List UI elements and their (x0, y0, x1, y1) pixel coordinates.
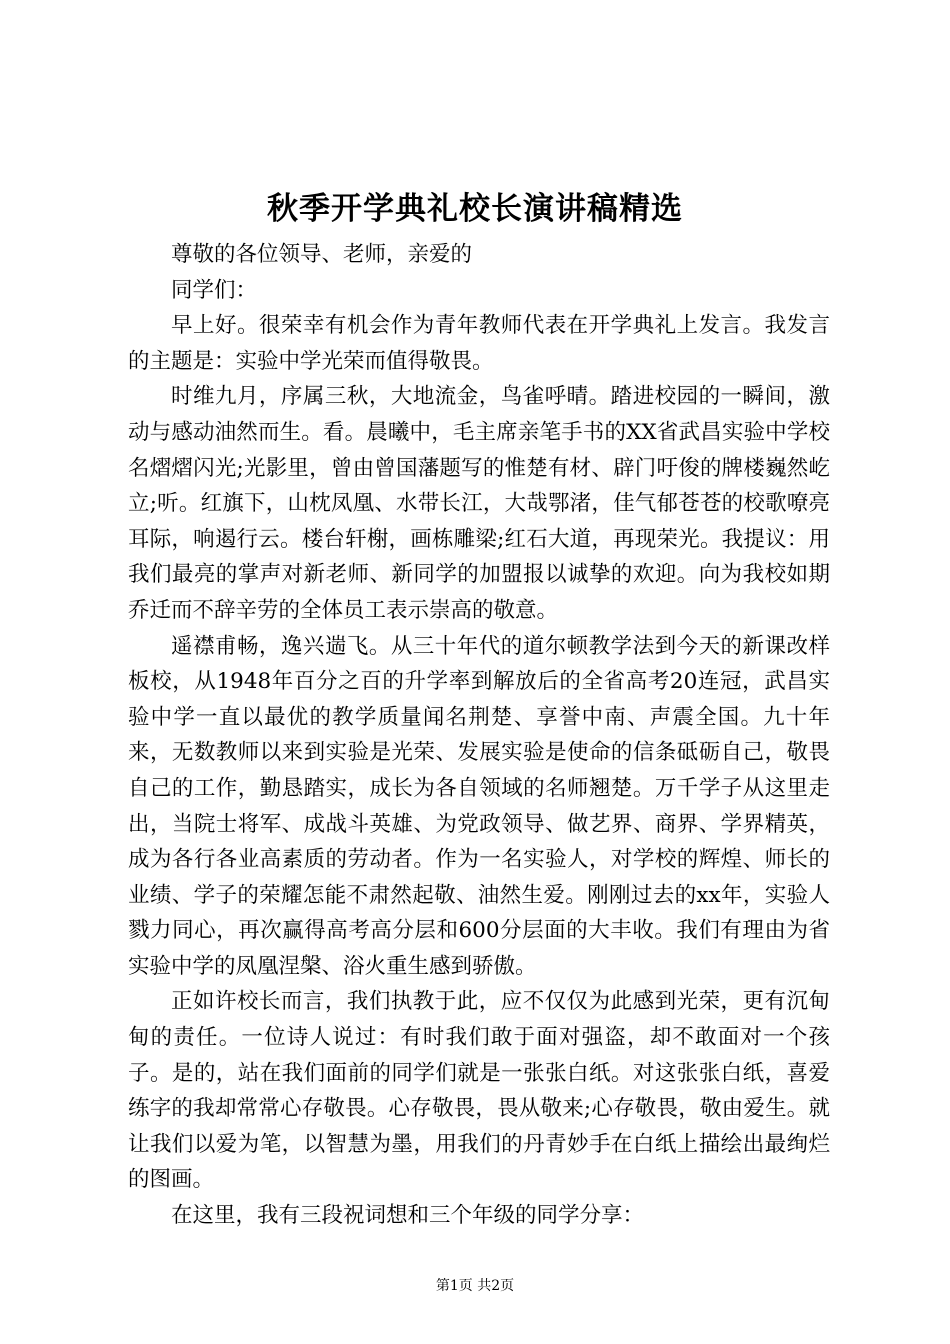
paragraph-greeting: 早上好。很荣幸有机会作为青年教师代表在开学典礼上发言。我发言的主题是：实验中学光荣而值得敬畏。 (128, 313, 830, 374)
paragraph-history: 遥襟甫畅，逸兴遄飞。从三十年代的道尔顿教学法到今天的新课改样板校，从1948年百分之百的升学率到解放后的全省高考20连冠，武昌实验中学一直以最优的教学质量闻名荆楚、享誉中南、声震全国。九十年来，无数教师以来到实验是光荣、发展实验是使命的信条砥砺自己，敬畏自己的工作，勤恳踏实，成长为各自领域的名师翘楚。万千学子从这里走出，当院士将军、成战斗英雄、为党政领导、做艺界、商界、学界精英，成为各行各业高素质的劳动者。作为一名实验人，对学校的辉煌、师长的业绩、学子的荣耀怎能不肃然起敬、油然生爱。刚刚过去的xx年，实验人戮力同心，再次赢得高考高分层和600分层面的大丰收。我们有理由为省实验中学的凤凰涅槃、浴火重生感到骄傲。 (128, 633, 830, 979)
salutation-line-1: 尊敬的各位领导、老师，亲爱的 (171, 242, 473, 267)
salutation-line-2: 同学们： (171, 277, 258, 303)
paragraph-wishes: 在这里，我有三段祝词想和三个年级的同学分享： (171, 1203, 645, 1229)
document-body (128, 237, 830, 1234)
paragraph-responsibility: 正如许校长而言，我们执教于此，应不仅仅为此感到光荣，更有沉甸甸的责任。一位诗人说过：有时我们敢于面对强盗，却不敢面对一个孩子。是的，站在我们面前的同学们就是一张张白纸。对这张张白纸，喜爱练字的我却常常心存敬畏。心存敬畏，畏从敬来;心存敬畏，敬由爱生。就让我们以爱为笔，以智慧为墨，用我们的丹青妙手在白纸上描绘出最绚烂的图画。 (128, 989, 830, 1193)
document-title: 秋季开学典礼校长演讲稿精选 (267, 191, 683, 227)
paragraph-autumn: 时维九月，序属三秋，大地流金，鸟雀呼晴。踏进校园的一瞬间，激动与感动油然而生。看。晨曦中，毛主席亲笔手书的XX省武昌实验中学校名熠熠闪光;光影里，曾由曾国藩题写的惟楚有材、辟门吁俊的牌楼巍然屹立;听。红旗下，山枕凤凰、水带长江，大哉鄂渚，佳气郁苍苍的校歌嘹亮耳际，响遏行云。楼台轩榭，画栋雕梁;红石大道，再现荣光。我提议：用我们最亮的掌声对新老师、新同学的加盟报以诚挚的欢迎。向为我校如期乔迁而不辞辛劳的全体员工表示崇高的敬意。 (128, 384, 830, 623)
page-footer: 第1页 共2页 (435, 1278, 515, 1294)
